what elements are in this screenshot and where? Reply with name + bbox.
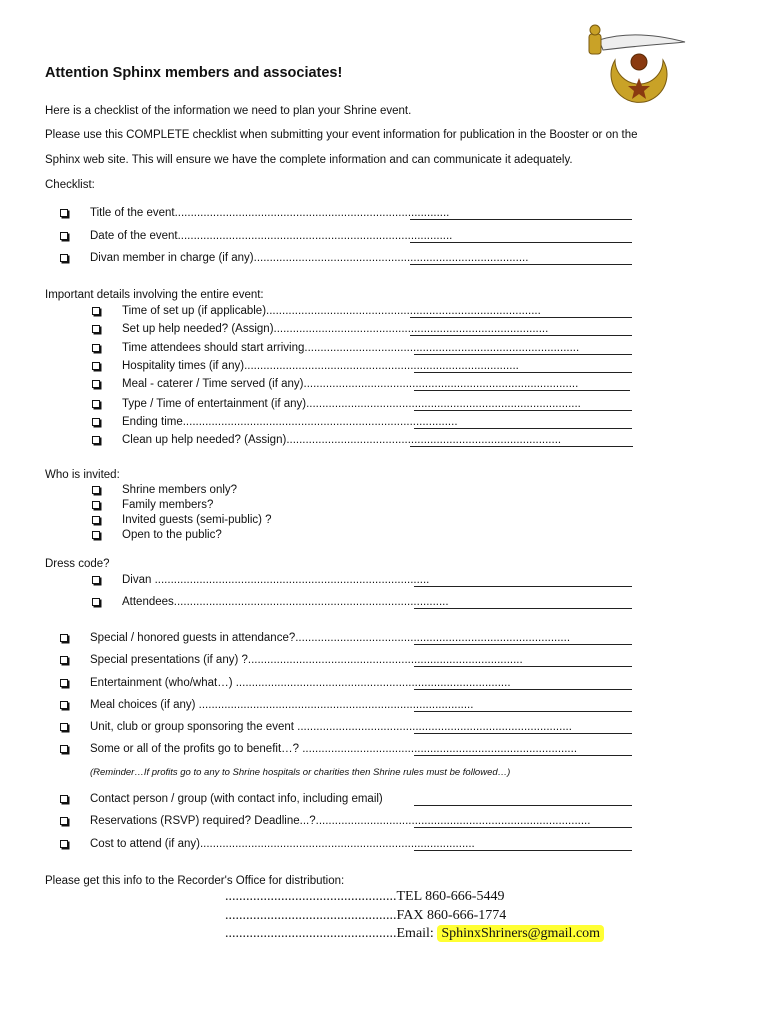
dress-heading: Dress code? (45, 558, 110, 570)
checklist-item: Title of the event...................................................................................... (90, 207, 450, 219)
checkbox-icon[interactable] (60, 701, 68, 709)
checkbox-icon[interactable] (60, 723, 68, 731)
checkbox-icon[interactable] (60, 656, 68, 664)
checkbox-icon[interactable] (60, 209, 68, 217)
footer-fax: .................................................FAX 860-666-1774 (225, 908, 507, 923)
checkbox-icon[interactable] (60, 745, 68, 753)
answer-line[interactable] (414, 608, 632, 609)
other-item: Special / honored guests in attendance?...................................................................................... (90, 632, 571, 644)
important-item: Time attendees should start arriving...................................................................................... (122, 342, 580, 354)
checkbox-icon[interactable] (92, 418, 100, 426)
answer-line[interactable] (414, 666, 632, 667)
answer-line[interactable] (414, 354, 632, 355)
other-item: Entertainment (who/what…) ...................................................................................... (90, 677, 511, 689)
checkbox-icon[interactable] (60, 634, 68, 642)
reminder-note: (Reminder…If profits go to any to Shrine hospitals or charities then Shrine rules must be followed…) (90, 767, 511, 778)
answer-line[interactable] (410, 219, 632, 220)
invited-item: Invited guests (semi-public) ? (122, 514, 272, 526)
intro-line-3: Sphinx web site. This will ensure we have the complete information and can communicate it adequately. (45, 154, 573, 166)
checkbox-icon[interactable] (92, 344, 100, 352)
checkbox-icon[interactable] (92, 436, 100, 444)
checkbox-icon[interactable] (92, 598, 100, 606)
shrine-emblem-icon (585, 20, 695, 115)
other-item: Meal choices (if any) ...................................................................................... (90, 699, 474, 711)
checkbox-icon[interactable] (60, 795, 68, 803)
answer-line[interactable] (414, 410, 632, 411)
dress-item: Attendees...................................................................................... (122, 596, 449, 608)
answer-line[interactable] (414, 689, 632, 690)
invited-heading: Who is invited: (45, 469, 120, 481)
checklist-item: Divan member in charge (if any)...................................................................................... (90, 252, 529, 264)
answer-line[interactable] (414, 586, 632, 587)
answer-line[interactable] (414, 711, 632, 712)
checkbox-icon[interactable] (92, 486, 100, 494)
checkbox-icon[interactable] (92, 501, 100, 509)
checkbox-icon[interactable] (92, 576, 100, 584)
answer-line[interactable] (410, 264, 632, 265)
page-title: Attention Sphinx members and associates! (45, 65, 343, 81)
important-heading: Important details involving the entire event: (45, 289, 264, 301)
other-item: Special presentations (if any) ?...................................................................................... (90, 654, 523, 666)
important-item: Type / Time of entertainment (if any)...................................................................................... (122, 398, 581, 410)
answer-line[interactable] (414, 733, 632, 734)
email-link[interactable]: SphinxShriners@gmail.com (437, 925, 604, 942)
important-item: Ending time...................................................................................... (122, 416, 458, 428)
important-item: Meal - caterer / Time served (if any)...................................................................................... (122, 378, 579, 390)
footer-intro: Please get this info to the Recorder's Office for distribution: (45, 875, 345, 887)
answer-line[interactable] (414, 755, 632, 756)
checklist-item: Date of the event...................................................................................... (90, 230, 453, 242)
answer-line[interactable] (414, 390, 630, 391)
checkbox-icon[interactable] (92, 516, 100, 524)
intro-line-1: Here is a checklist of the information we need to plan your Shrine event. (45, 105, 412, 117)
important-item: Set up help needed? (Assign)...................................................................................... (122, 323, 549, 335)
important-item: Clean up help needed? (Assign)...................................................................................... (122, 434, 562, 446)
checkbox-icon[interactable] (60, 254, 68, 262)
answer-line[interactable] (414, 850, 632, 851)
important-item: Time of set up (if applicable)...................................................................................... (122, 305, 541, 317)
checkbox-icon[interactable] (92, 325, 100, 333)
answer-line[interactable] (410, 242, 632, 243)
checklist-heading: Checklist: (45, 179, 95, 191)
checkbox-icon[interactable] (60, 840, 68, 848)
answer-line[interactable] (410, 317, 632, 318)
answer-line[interactable] (414, 644, 632, 645)
checkbox-icon[interactable] (92, 307, 100, 315)
checkbox-icon[interactable] (92, 380, 100, 388)
checkbox-icon[interactable] (60, 679, 68, 687)
other-item: Unit, club or group sponsoring the event ...................................................................................... (90, 721, 572, 733)
answer-line[interactable] (414, 372, 632, 373)
contact-item: Cost to attend (if any)...................................................................................... (90, 838, 475, 850)
checkbox-icon[interactable] (92, 531, 100, 539)
checkbox-icon[interactable] (60, 232, 68, 240)
intro-line-2: Please use this COMPLETE checklist when submitting your event information for publication in the Booster or on the (45, 129, 638, 141)
footer-tel: .................................................TEL 860-666-5449 (225, 889, 505, 904)
answer-line[interactable] (410, 446, 633, 447)
footer-email: .................................................Email: SphinxShriners@gmail.com (225, 926, 604, 942)
invited-item: Open to the public? (122, 529, 222, 541)
invited-item: Shrine members only? (122, 484, 238, 496)
answer-line[interactable] (410, 335, 632, 336)
dress-item: Divan ...................................................................................... (122, 574, 430, 586)
checkbox-icon[interactable] (60, 817, 68, 825)
checkbox-icon[interactable] (92, 400, 100, 408)
invited-item: Family members? (122, 499, 214, 511)
important-item: Hospitality times (if any)...................................................................................... (122, 360, 519, 372)
other-item: Some or all of the profits go to benefit…? ...................................................................................... (90, 743, 578, 755)
contact-item: Contact person / group (with contact info, including email) (90, 793, 383, 805)
answer-line[interactable] (414, 805, 632, 806)
answer-line[interactable] (414, 428, 632, 429)
answer-line[interactable] (414, 827, 632, 828)
checkbox-icon[interactable] (92, 362, 100, 370)
contact-item: Reservations (RSVP) required? Deadline...?...................................................................................... (90, 815, 591, 827)
